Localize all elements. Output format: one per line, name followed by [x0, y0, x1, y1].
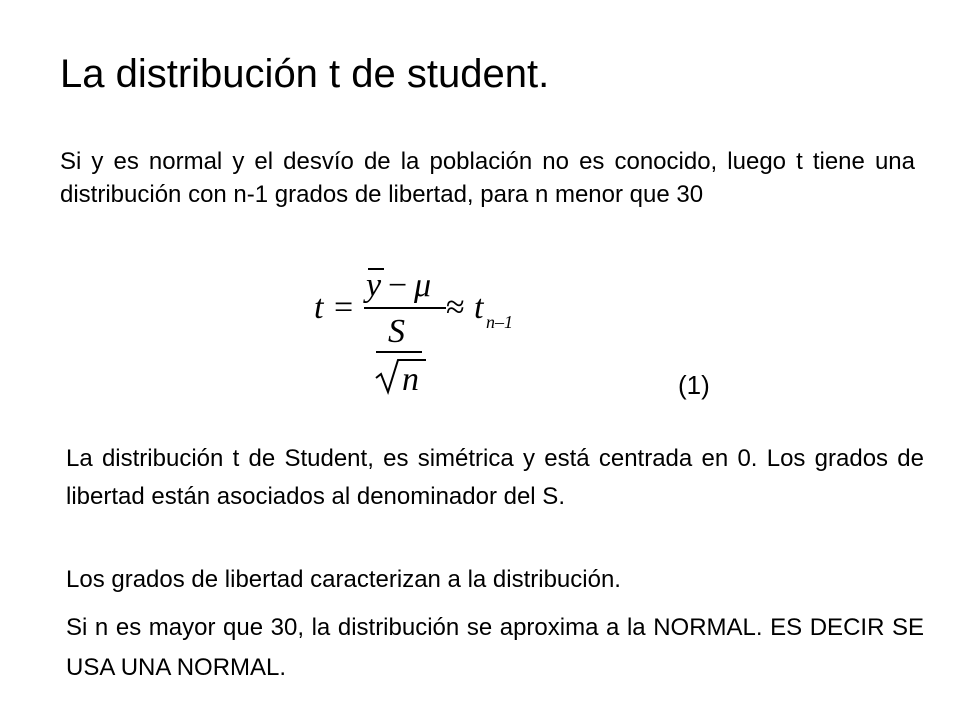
- paragraph-normal-approximation: Si n es mayor que 30, la distribución se aproxima a la NORMAL. ES DECIR SE USA UNA NORMAL.: [66, 614, 924, 681]
- formula-equals: =: [334, 289, 354, 326]
- formula-rhs-t: t: [474, 289, 484, 326]
- formula-y: y: [366, 267, 382, 304]
- formula-minus: −: [388, 267, 408, 304]
- formula-graphic: [310, 262, 540, 410]
- t-statistic-formula: [310, 262, 540, 410]
- paragraph-degrees-of-freedom: Los grados de libertad caracterizan a la distribución.: [66, 566, 621, 593]
- formula-n: n: [402, 361, 419, 398]
- paragraph-symmetry: La distribución t de Student, es simétrica y está centrada en 0. Los grados de libertad están asociados al denominador del S.: [66, 445, 924, 510]
- equation-number: (1): [678, 370, 710, 400]
- formula-S: S: [388, 313, 405, 350]
- formula-lhs-t: t: [314, 289, 324, 326]
- formula-rhs-subscript: n–1: [486, 312, 513, 332]
- slide-title: La distribución t de student.: [60, 52, 550, 96]
- formula-mu: μ: [414, 267, 432, 304]
- formula-approx: ≈: [446, 289, 465, 326]
- intro-paragraph: Si y es normal y el desvío de la población no es conocido, luego t tiene una distribución con n-1 grados de libertad, para n menor que 30: [60, 148, 915, 208]
